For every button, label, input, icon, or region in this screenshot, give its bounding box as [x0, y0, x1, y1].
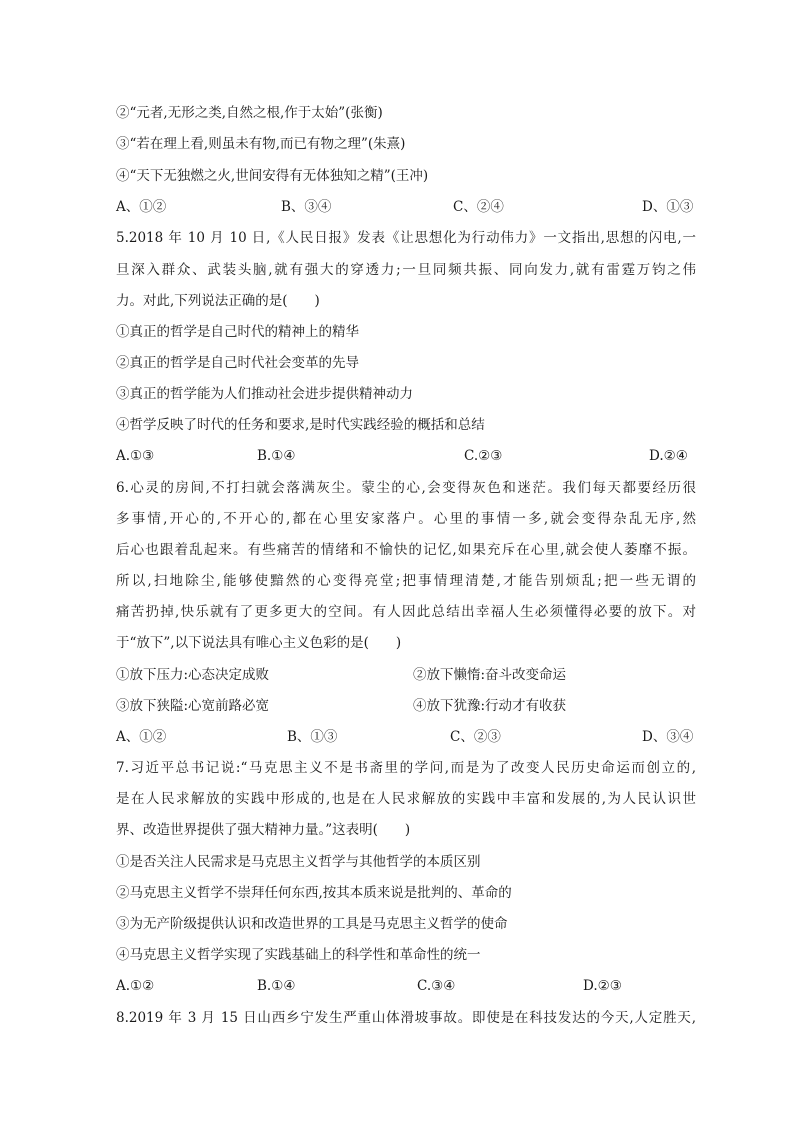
q6-stem-line-5: 痛苦扔掉,快乐就有了更多更大的空间。有人因此总结出幸福人生必须懂得必要的放下。对	[116, 604, 696, 620]
q7-item-3: ③为无产阶级提供认识和改造世界的工具是马克思主义哲学的使命	[116, 916, 508, 932]
q4-option-a: A、①②	[116, 199, 167, 215]
q6-option-c: C、②③	[450, 729, 501, 745]
q7-stem-line-1: 7.习近平总书记说:“马克思主义不是书斋里的学问,而是为了改变人民历史命运而创立的,	[116, 760, 696, 776]
q6-stem-line-3: 后心也跟着乱起来。有些痛苦的情绪和不愉快的记忆,如果充斥在心里,就会使人萎靡不振。	[116, 542, 696, 558]
q5-option-d: D.②④	[649, 448, 688, 464]
q4-options	[116, 197, 696, 217]
q6-stem-line-2: 多事情,开心的,不开心的,都在心里安家落户。心里的事情一多,就会变得杂乱无序,然	[116, 511, 696, 527]
q6-item-2: ②放下懒惰:奋斗改变命运	[413, 667, 567, 683]
q6-options	[116, 727, 696, 747]
q4-item-2: ②“元者,无形之类,自然之根,作于太始”(张衡)	[116, 105, 383, 121]
q6-stem-line-4: 所以,扫地除尘,能够使黯然的心变得亮堂;把事情理清楚,才能告别烦乱;把一些无谓的	[116, 573, 696, 589]
q5-stem-line-3: 力。对此,下列说法正确的是( )	[116, 293, 320, 309]
q5-item-3: ③真正的哲学能为人们推动社会进步提供精神动力	[116, 386, 413, 402]
q4-item-3: ③“若在理上看,则虽未有物,而已有物之理”(朱熹)	[116, 136, 406, 152]
q5-option-c: C.②③	[464, 448, 503, 464]
q5-options	[116, 446, 696, 466]
q5-option-b: B.①④	[257, 448, 296, 464]
q7-item-2: ②马克思主义哲学不崇拜任何东西,按其本质来说是批判的、革命的	[116, 885, 512, 901]
q7-item-4: ④马克思主义哲学实现了实践基础上的科学性和革命性的统一	[116, 947, 481, 963]
q7-item-1: ①是否关注人民需求是马克思主义哲学与其他哲学的本质区别	[116, 854, 481, 870]
q6-item-1: ①放下压力:心态决定成败	[116, 667, 270, 683]
q7-option-b: B.①④	[257, 978, 296, 994]
q7-option-c: C.③④	[417, 978, 456, 994]
q5-stem-line-2: 旦深入群众、武装头脑,就有强大的穿透力;一旦同频共振、同向发力,就有雷霆万钧之伟	[116, 262, 696, 278]
q7-stem-line-2: 是在人民求解放的实践中形成的,也是在人民求解放的实践中丰富和发展的,为人民认识世	[116, 791, 696, 807]
q4-option-c: C、②④	[453, 199, 504, 215]
q5-item-2: ②真正的哲学是自己时代社会变革的先导	[116, 355, 359, 371]
q5-option-a: A.①③	[116, 448, 155, 464]
q7-stem-line-3: 界、改造世界提供了强大精神力量。”这表明( )	[116, 822, 411, 838]
q6-option-d: D、③④	[642, 729, 694, 745]
q7-option-d: D.②③	[583, 978, 622, 994]
q5-stem-line-1: 5.2018 年 10 月 10 日,《人民日报》发表《让思想化为行动伟力》一文指出,思想的闪电,一	[116, 230, 696, 246]
q6-option-a: A、①②	[116, 729, 167, 745]
q6-stem-line-1: 6.心灵的房间,不打扫就会落满灰尘。蒙尘的心,会变得灰色和迷茫。我们每天都要经历很	[116, 480, 696, 496]
q4-item-4: ④“天下无独燃之火,世间安得有无体独知之精”(王冲)	[116, 168, 429, 184]
q7-options	[116, 976, 696, 996]
q6-items-row-2	[116, 696, 696, 716]
q5-item-1: ①真正的哲学是自己时代的精神上的精华	[116, 324, 359, 340]
q4-option-d: D、①③	[642, 199, 694, 215]
q7-option-a: A.①②	[116, 978, 155, 994]
q6-stem-line-6: 于“放下”,以下说法具有唯心主义色彩的是( )	[116, 635, 402, 651]
q6-item-4: ④放下犹豫:行动才有收获	[413, 698, 567, 714]
q6-option-b: B、①③	[287, 729, 338, 745]
q8-stem-line-1: 8.2019 年 3 月 15 日山西乡宁发生严重山体滑坡事故。即使是在科技发达的今天,人定胜天,	[116, 1010, 696, 1026]
q6-item-3: ③放下狭隘:心宽前路必宽	[116, 698, 270, 714]
q6-items-row-1	[116, 665, 696, 685]
q4-option-b: B、③④	[281, 199, 332, 215]
q5-item-4: ④哲学反映了时代的任务和要求,是时代实践经验的概括和总结	[116, 417, 485, 433]
